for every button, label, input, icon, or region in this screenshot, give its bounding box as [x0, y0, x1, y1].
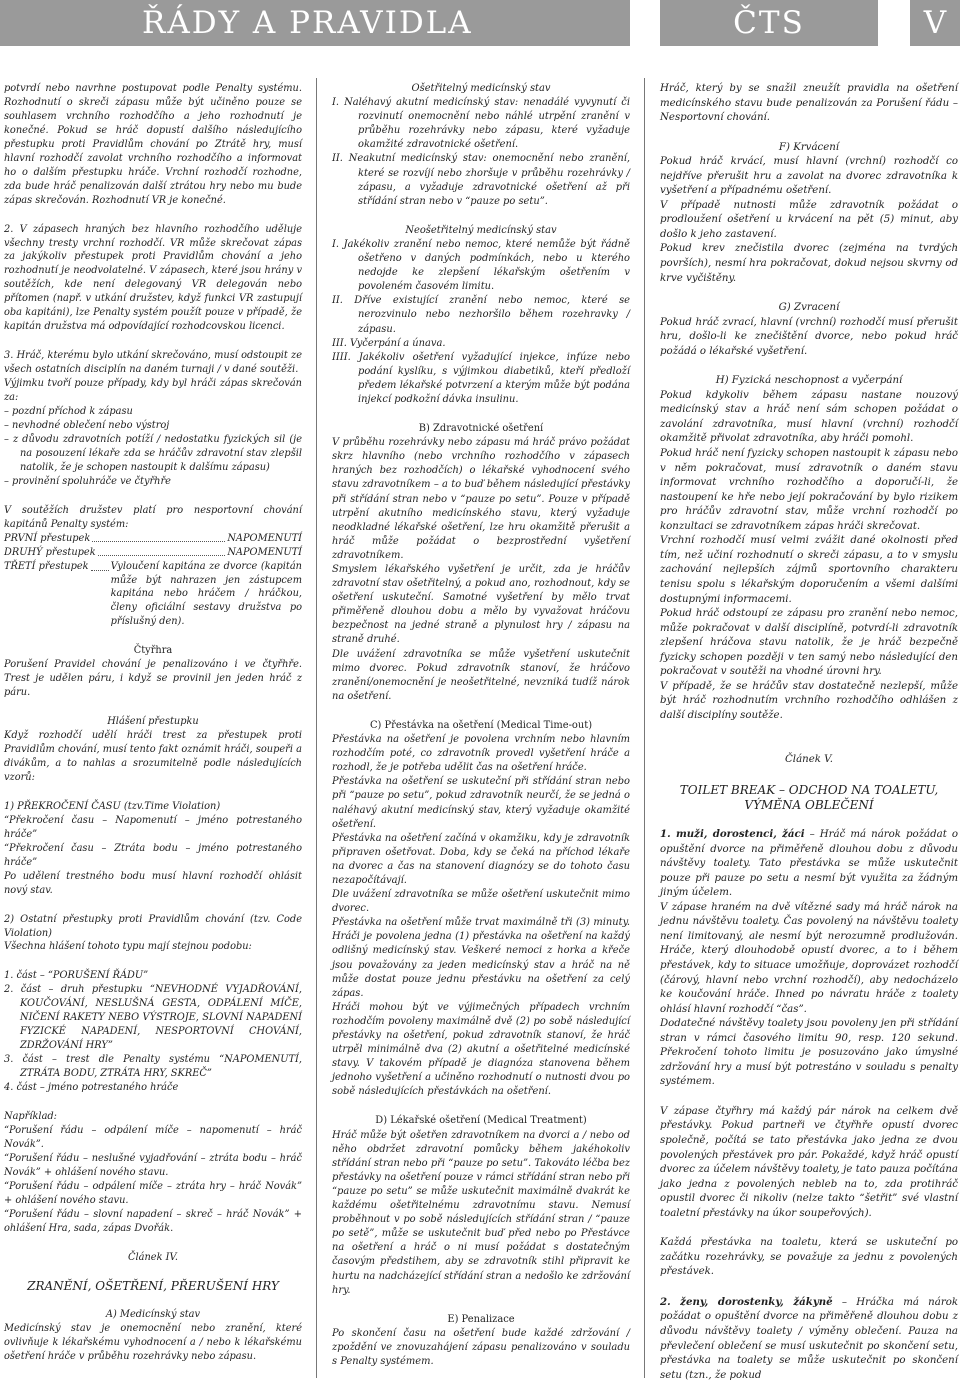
- section-heading: A) Medicínský stav: [105, 1309, 201, 1321]
- list-item: II. Neakutní medicínský stav: onemocnění nebo zranění, které se rozvíjí nebo zhoršuje v průběhu rozehrávky / zápasu, a vyžaduje zdravotnické ošetření až při střídání stran nebo v “pauze po setu”.: [332, 153, 630, 207]
- list-item: 2. část – druh přestupku “NEVHODNÉ VYJADŘOVÁNÍ, KOUČOVÁNÍ, NESLUŠNÁ GESTA, ODPÁLENÍ MÍČE, NIČENÍ RAKETY NEBO VÝSTROJE, SLOVNÍ NAPADENÍ FYZICKÉ NAPADENÍ, NESPORTOVNÍ CHOVÁNÍ, ZDRŽOVÁNÍ HRY”: [4, 984, 302, 1052]
- section-heading: Čtyřhra: [133, 645, 173, 657]
- paragraph: Dle uvážení zdravotníka se může ošetření uskutečnit mimo dvorec.: [332, 889, 630, 915]
- paragraph-body: – Hráčka má nárok požádat o opuštění dvorce na přiměřeně dlouhou dobu z důvodu návštěvy toalety / výměny oblečení. Pauza na převlečení oblečení se musí uskutečnit po skončení setu, přestávka na toalety se může uskutečnit po skončení setu (tzn., že pokud: [660, 1296, 958, 1381]
- paragraph-lead: 1. muži, dorostenci, žáci: [660, 828, 805, 841]
- list-item: 4. část – jméno potrestaného hráče: [4, 1082, 179, 1094]
- paragraph: Porušení Pravidel chování je penalizováno i ve čtyřhře. Trest je udělen páru, i když se provinil jen jeden hráč z páru.: [4, 659, 302, 699]
- section-heading: Hlášení přestupku: [107, 716, 199, 728]
- penalty-label: DRUHÝ přestupek: [4, 546, 96, 558]
- section-heading: Neošetřitelný medicínský stav: [405, 224, 557, 236]
- paragraph: Smyslem lékařského vyšetření je určit, zda je hráčův zdravotní stav ošetřitelný, a pokud ano, rozhodnout, kdy se ošetření uskuteční. Samotné vyšetření by mělo trvat přiměřeně dlouhou dobu a mělo by vyvažovat hráčovu bezpečnost na jedné straně a plynulost hry / zápasu na straně druhé.: [332, 564, 630, 646]
- list-item: I. Naléhavý akutní medicínský stav: nenadálé vyvynutí či rozvinutí onemocnění nebo náhlé utrpění zranění v průběhu rozehrávky nebo zápasu, které vyžaduje okamžité zdravotnické ošetření.: [332, 97, 630, 151]
- paragraph: 3. Hráč, kterému bylo utkání skrečováno, musí odstoupit ze všech ostatních disciplín na daném turnaji / v dané soutěži.: [4, 350, 302, 376]
- column-1: [4, 82, 302, 1364]
- paragraph: Všechna hlášení tohoto typu mají stejnou podobu:: [4, 941, 252, 953]
- page-header-title: [0, 0, 630, 46]
- penalty-row: [4, 560, 302, 630]
- article-number: Článek IV.: [128, 1251, 178, 1263]
- paragraph: V zápase hraném na dvě vítězné sady má hráč nárok na jednu návštěvu toalety. Čas povolený na návštěvu toalety není limitovaný, ale nesmí být nerozumně prodlužován. Hráče, který dlouhodobě opustí dvorec, a to i během přestávek, kdy to situace umožňuje, doprovázet rozhodčí (čárový, hlavní nebo vrchní rozhodčí), aby nedocházelo ke koučování hráče. Ihned po návratu hráče z toalety ohlásí hlavní rozhodčí “čas”.: [660, 901, 958, 1015]
- list-item: – provinění spoluhráče ve čtyřhře: [4, 475, 171, 487]
- paragraph: Pokud kdykoliv během zápasu nastane nouzový medicínský stav a hráč není sám schopen požádat o zavolání zdravotníka, musí hlavní (vrchní) rozhodčí okamžitě přivolat zdravotníka, aby hráči pomohl.: [660, 389, 958, 445]
- paragraph-lead: 2. ženy, dorostenky, žákyně: [660, 1295, 833, 1308]
- example-line: “Porušení řádu – slovní napadení – skreč – hráč Novák” + ohlášení Hra, sada, zápas Dvořák.: [4, 1208, 302, 1234]
- article-title: ZRANĚNÍ, OŠETŘENÍ, PŘERUŠENÍ HRY: [27, 1278, 279, 1293]
- paragraph: V případě nutnosti může zdravotník požádat o prodloužení ošetření u krvácení na pět (5) minut, aby došlo k jeho zastavení.: [660, 199, 958, 240]
- penalty-value: NAPOMENUTÍ: [227, 546, 302, 558]
- paragraph: [660, 1295, 958, 1383]
- paragraph-body: – Hráč má nárok požádat o opuštění dvorce na přiměřeně dlouhou dobu z důvodu návštěvy toalety. Tato přestávka se může uskutečnit pouze při pauze po setu a nesmí být využita za žádným jiným účelem.: [660, 829, 958, 899]
- header-title: ŘÁDY A PRAVIDLA: [142, 5, 473, 41]
- penalty-row: [4, 546, 302, 560]
- paragraph: “Překročení času – Napomenutí – jméno potrestaného hráče”: [4, 814, 302, 840]
- list-item: – z důvodu zdravotních potíží / nedostatku fyzických sil (je na posouzení lékaře zda se hráčův zdravotní stav zlepšil natolik, že je schopen nastoupit k dalšímu zápasu): [4, 433, 302, 473]
- paragraph: 1) PŘEKROČENÍ ČASU (tzv.Time Violation): [4, 800, 221, 812]
- paragraph: potvrdí nebo navrhne postupovat podle Penalty systému. Rozhodnutí o skreči zápasu může být učiněno pouze se souhlasem vrchního rozhodčího a jeho rozhodnutí je konečné. Pokud se hráč dopustí dalšího následujícího přestupku proti Pravidlům chování po Ztrátě hry, musí hlavní rozhodčí zavolat vrchního rozhodčího a informovat ho o dalším přestupku hráče. Vrchní rozhodčí rozhodne, zda bude hráč penalizován další ztrátou hry nebo mu bude zápas skrečován. Rozhodnutí VR je konečné.: [4, 83, 302, 206]
- list-item: 3. část – trest dle Penalty systému “NAPOMENUTÍ, ZTRÁTA BODU, ZTRÁTA HRY, SKREČ”: [4, 1054, 302, 1080]
- example-line: “Porušení řádu – neslušné vyjadřování – ztráta bodu – hráč Novák” + ohlášení nového stavu.: [4, 1152, 302, 1178]
- penalty-value: Vyloučení kapitána ze dvorce (kapitán může být nahrazen jen zástupcem kapitána nebo hráčem / hráčkou, členy oficiální sestavy družstva po příslušný den).: [110, 560, 302, 628]
- section-heading: C) Přestávka na ošetření (Medical Time-out): [369, 719, 593, 731]
- section-heading: Ošetřitelný medicínský stav: [411, 83, 551, 94]
- header-part: V: [923, 5, 947, 41]
- paragraph: Pokud hráč krvácí, musí hlavní (vrchní) rozhodčí co nejdříve přerušit hru a zavolat na dvorec zdravotníka k vyšetření a případnému ošetření.: [660, 156, 958, 197]
- paragraph: Dodatečné návštěvy toalety jsou povoleny jen při střídání stran v rámci časového limitu 90, resp. 120 sekund. Překročení tohoto limitu je posuzováno jako úmyslné zdržování hry a musí být potrestáno v souladu s penalty systémem.: [660, 1018, 958, 1088]
- list-item: I. Jakékoliv zranění nebo nemoc, které nemůže být řádně ošetřeno v daných podmínkách, nebo u kterého nedojde ke zlepšení lékařským ošetřením v povoleném časovém limitu.: [332, 238, 630, 293]
- paragraph: Hráč, který by se snažil zneužít pravidla na ošetření medicínského stavu bude penalizován za Porušení řádu – Nesportovní chování.: [660, 83, 958, 124]
- article-number: Článek V.: [785, 754, 833, 766]
- penalty-label: PRVNÍ přestupek: [4, 532, 91, 544]
- paragraph: Přestávka na ošetření je povolena vrchním nebo hlavním rozhodčím poté, co zdravotník provedl vyšetření hráče a rozhodl, že je potřeba udělit čas na ošetření hráče.: [332, 734, 630, 774]
- list-item: IIII. Jakékoliv ošetření vyžadující injekce, infúze nebo podání kyslíku, s výjimkou diabetiků, kteří předloží předem lékařské potvrzení a kterým může být podána injekcí podkožní dávka insulinu.: [332, 351, 630, 405]
- column-2: [332, 82, 630, 1369]
- paragraph: Po udělení trestného bodu musí hlavní rozhodčí ohlásit nový stav.: [4, 870, 302, 896]
- list-item: – pozdní příchod k zápasu: [4, 406, 133, 418]
- column-divider: [644, 78, 645, 1378]
- page-header-code: [660, 0, 878, 46]
- section-heading: F) Krvácení: [778, 141, 840, 153]
- section-heading: D) Lékařské ošetření (Medical Treatment): [375, 1115, 587, 1127]
- paragraph: “Překročení času – Ztráta bodu – jméno potrestaného hráče”: [4, 842, 302, 868]
- paragraph: V případě, že se hráčův stav dostatečně nezlepší, může být hráč rozhodnutím vrchního rozhodčího odhlášen z další disciplíny soutěže.: [660, 680, 958, 721]
- paragraph: Po skončení času na ošetření bude každé zdržování / zpoždění ve znovuzahájení zápasu penalizováno v souladu s Penalty systémem.: [332, 1327, 630, 1367]
- paragraph: Například:: [4, 1111, 57, 1122]
- column-divider: [316, 78, 317, 1378]
- list-item: III. Vyčerpání a únava.: [332, 337, 446, 349]
- paragraph: Přestávka na ošetření se uskuteční při střídání stran nebo při “pauze po setu”, pokud zdravotník neurčí, že se jedná o naléhavý akutní medicínský stav, který vyžaduje okamžité ošetření.: [332, 776, 630, 830]
- paragraph: V soutěžích družstev platí pro nesportovní chování kapitánů Penalty systém:: [4, 504, 302, 530]
- paragraph: V průběhu rozehrávky nebo zápasu má hráč právo požádat skrz hlavního (nebo vrchního rozhodčího v zápasech hraných bez rozhodčích) o lékařské vyhodnocení svého stavu zdravotníkem – a to buď během následující přestávky při střídání stran nebo v “pauze po setu”. Pouze v případě utrpění akutního medicínského stavu, který vyžaduje neodkladné lékařské ošetření, lze hru okamžitě přerušit a hráč může požádat o bezprostřední vyšetření zdravotníkem.: [332, 437, 630, 561]
- paragraph: 2) Ostatní přestupky proti Pravidlům chování (tzv. Code Violation): [4, 913, 302, 939]
- paragraph: Když rozhodčí udělí hráči trest za přestupek proti Pravidlům chování, musí tento fakt oznámit hráči, soupeři a divákům, a to nahlas a srozumitelně podle následujících vzorů:: [4, 730, 302, 783]
- paragraph: Pokud hráč není fyzicky schopen nastoupit k zápasu nebo v něm pokračovat, musí zdravotník o daném stavu informovat vrchního rozhodčího a doporučí-li, že nastoupení ke hře nebo její pokračování by bylo rizikem pro hráčův zdravotní stav, může vrchní rozhodčí po konzultaci se zdravotníkem zápas hráči skrečovat.: [660, 448, 958, 532]
- list-item: – nevhodné oblečení nebo výstroj: [4, 419, 170, 431]
- page-header-part: [910, 0, 960, 46]
- list-item: II. Dříve existující zranění nebo nemoc, které se nerozvinulo nebo nezhoršilo během rozehravky / zápasu.: [332, 295, 630, 335]
- header-code: ČTS: [733, 5, 805, 41]
- example-line: “Porušení řádu – odpálení míče – napomenutí – hráč Novák”.: [4, 1124, 302, 1150]
- list-item: 1. část – “PORUŠENÍ ŘÁDU”: [4, 970, 149, 982]
- paragraph: Výjimku tvoří pouze případy, kdy byl hráči zápas skrečován za:: [4, 378, 302, 404]
- paragraph: Každá přestávka na toaletu, která se uskuteční po začátku rozehrávky, se považuje za jednu z povolených přestávek.: [660, 1237, 958, 1278]
- penalty-label: TŘETÍ přestupek: [4, 560, 89, 572]
- section-heading: G) Zvracení: [778, 302, 840, 314]
- penalty-row: [4, 532, 302, 546]
- paragraph: Pokud hráč odstoupí ze zápasu pro zranění nebo nemoc, může pokračovat v další disciplíně, potvrdí-li zdravotník zlepšení hráčova stavu natolik, že je hráč bezpečně fyzicky schopen později v ten samý nebo následující den pokračovat v soutěži na vhodné úrovni hry.: [660, 608, 958, 678]
- paragraph: Přestávka na ošetření může trvat maximálně tři (3) minuty. Hráči je povolena jedna (1) přestávka na ošetření na každý odlišný medicínský stav. Veškeré nemoci z horka a křeče jsou považovány za jeden medicínský stav a hráč na ně může dostat pouze jednu přestávku na ošetření za celý zápas.: [332, 917, 630, 999]
- paragraph: Dle uvážení zdravotníka se může vyšetření uskutečnit mimo dvorec. Pokud zdravotník stanoví, že hráčovo zranění/onemocnění je neošetřitelné, nevzniká tudíž nárok na ošetření.: [332, 648, 630, 702]
- paragraph: 2. V zápasech hraných bez hlavního rozhodčího uděluje všechny tresty vrchní rozhodčí. VR může skrečovat zápas za jakýkoliv přestupek proti Pravidlům chování a jeho rozhodnutí je neodvolatelné. V zápasech, které jsou hrány v soutěžích, kde není delegovaný VR delegován nebo přítomen (např. v utkání družstev, když funkci VR zastupují oba kapitáni), lze Penalty systém použít pouze v případě, že kapitán družstva má odpovídající rozhodcovskou licenci.: [4, 223, 302, 333]
- paragraph: Hráči mohou být ve výjimečných případech vrchním rozhodčím povoleny maximálně dvě (2) po sobě následující přestávky na ošetření, pokud zdravotník stanoví, že hráč utrpěl minimálně dva (2) akutní a ošetřitelné medicínské stavy. V takovém případě je diagnóza stanovena během jednoho vyšetření a učiněno rozhodnutí o nutnosti dvou po sobě následujících přestávkách na ošetření.: [332, 1001, 630, 1098]
- paragraph: Vrchní rozhodčí musí velmi zvážit dané okolnosti před tím, než učiní rozhodnutí o skreči zápasu, a to v smyslu zachování nejlepších zájmů sportovního charakteru tenisu spolu s lékařským doporučením a všemi dalšími dostupnými informacemi.: [660, 535, 958, 605]
- paragraph: V zápase čtyřhry má každý pár nárok na celkem dvě přestávky. Pokud partneři ve čtyřhře opustí dvorec společně, počítá se tato přestávka jako jedna ze dvou povolených přestávek pro pár. Pokaždé, když hráč opustí dvorec za účelem návštěvy toalety, je tato pauza počítána jako jedna z povolených nebleb na to, zda protihráč opustil dvorec či nikoliv (nelze takto “šetřit” své vlastní toaletní přestávky na úkor soupeřových).: [660, 1105, 958, 1219]
- penalty-value: NAPOMENUTÍ: [227, 532, 302, 544]
- paragraph: Přestávka na ošetření začíná v okamžiku, kdy je zdravotník připraven ošetřovat. Doba, kdy se čeká na příchod lékaře na dvorec a čas na stanovení diagnózy se do tohoto času nezapočítávají.: [332, 832, 630, 886]
- paragraph: Pokud hráč zvrací, hlavní (vrchní) rozhodčí musí přerušit hru, došlo-li ke znečištění dvorce, nebo pokud hráč požádá o lékařské vyšetření.: [660, 316, 958, 357]
- section-heading: E) Penalizace: [447, 1313, 515, 1325]
- paragraph: [660, 827, 958, 901]
- section-heading: B) Zdravotnické ošetření: [418, 423, 544, 435]
- example-line: “Porušení řádu – odpálení míče – ztráta hry – hráč Novák” + ohlášení nového stavu.: [4, 1180, 302, 1206]
- section-heading: H) Fyzická neschopnost a vyčerpání: [715, 375, 903, 387]
- article-title: TOILET BREAK – ODCHOD NA TOALETU, VÝMĚNA OBLEČENÍ: [679, 782, 939, 812]
- paragraph: Medicínský stav je onemocnění nebo zranění, které ovlivňuje k lékařskému vyhodnocení a / nebo k lékařskému ošetření hráče v průběhu rozehrávky nebo zápasu.: [4, 1323, 302, 1363]
- paragraph: Pokud krev znečistila dvorec (zejména na tvrdých površích), nesmí hra pokračovat, dokud nejsou skvrny od krve vyčištěny.: [660, 243, 958, 284]
- paragraph: Hráč může být ošetřen zdravotníkem na dvorci a / nebo od něho obdržet zdravotní pomůcky během jakéhokoliv střídání stran nebo při “pauze po setu”. Takováto léčba bez přestávky na ošetření pouze v rámci střídání stran nebo při “pauze po setu” se může uskutečnit maximálně dvakrát ke každému ošetřitelnému zdravotnímu stavu. Nemusí proběhnout v po sobě následujících střídání stran / “pauze po setě”, může se uskutečnit buď před nebo po Přestávce na ošetření a hráč o ni musí požádat s dostatečným časovým předstihem, aby se zdravotník stihl připravit ke hurtu na nadcházející střídání stran a nedošlo ke zdržování hry.: [332, 1129, 630, 1296]
- column-3: [660, 82, 958, 1383]
